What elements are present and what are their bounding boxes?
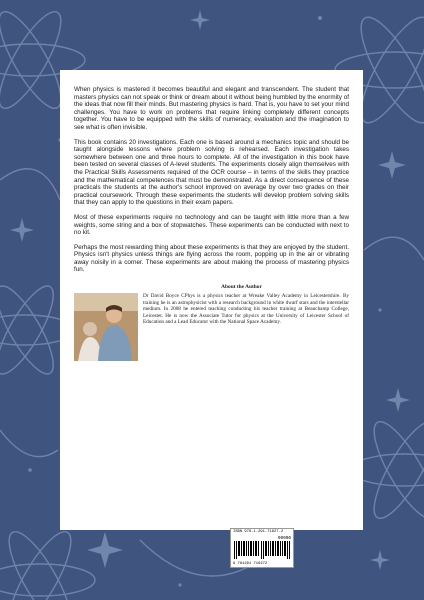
- author-section: [74, 293, 349, 361]
- body-paragraph: When physics is mastered it becomes beautiful and elegant and transcendent. The student that masters physics can not speak or think or dream about it without being humbled by the enormity of the ideas that now fill their minds. But mastering physics is hard. That is, you have to set your mind challenges. You have to work on problems that require linking completely different concepts together. You have to be equipped with the skills of numeracy, evaluation and the imagination to see what is often invisible.: [74, 86, 349, 131]
- author-bio: Dr David Boyce CPhys is a physics teacher at Wreake Valley Academy in Leicestershire. By training he is an astrophysicist with a research background in white dwarf stars and the interstellar medium. In 2008 he entered teaching conducting his teacher training at Beauchamp College, Leicester. He is now the Associate Tutor for physics at the University of Leicester School of Education and a Lead Educator with the National Space Academy.: [143, 293, 349, 326]
- compass-star-icon: [87, 532, 123, 568]
- body-paragraph: Most of these experiments require no technology and can be taught with little more than a few weights, some string and a box of stopwatches. These experiments can be conducted with next to no kit.: [74, 213, 349, 237]
- compass-star-icon: [190, 10, 210, 30]
- isbn-barcode: [230, 528, 294, 568]
- compass-star-icon: [370, 550, 390, 570]
- ean-number: 9 781291 716272: [233, 562, 268, 566]
- barcode-bars: [234, 541, 292, 559]
- isbn-label: ISBN 978-1-291-71627-2: [233, 530, 284, 534]
- atom-icon: [0, 524, 95, 600]
- body-paragraph: Perhaps the most rewarding thing about these experiments is that they are enjoyed by the student. Physics isn't physics unless things are flying across the room, popping up in the air or vibrating away noisily in a corner. These experiments are about making the process of mastering physics fun.: [74, 243, 349, 274]
- compass-star-icon: [386, 388, 410, 412]
- body-paragraph: This book contains 20 investigations. Each one is based around a mechanics topic and should be taught alongside lessons where problem solving is rehearsed. Each investigation takes somewhere between one and three hours to complete. All of the investigation in this book have been tested on several classes of A-level students. The experiments closely align themselves with the Practical Skills Assessments required of the OCR course – in terms of the skills they practice and the mathematical competences that must be demonstrated. As a direct consequence of these practicals the students at the author's school improved on average by over two grades on their practical coursework. Through these experiments the students will develop problem solving skills that they can apply to the questions in their exam papers.: [74, 138, 349, 207]
- price-code: 90000: [277, 536, 291, 541]
- author-heading: About the Author: [221, 284, 262, 291]
- author-photo: [74, 293, 138, 361]
- compass-star-icon: [378, 151, 406, 179]
- compass-star-icon: [10, 218, 34, 242]
- text-panel: [60, 70, 363, 530]
